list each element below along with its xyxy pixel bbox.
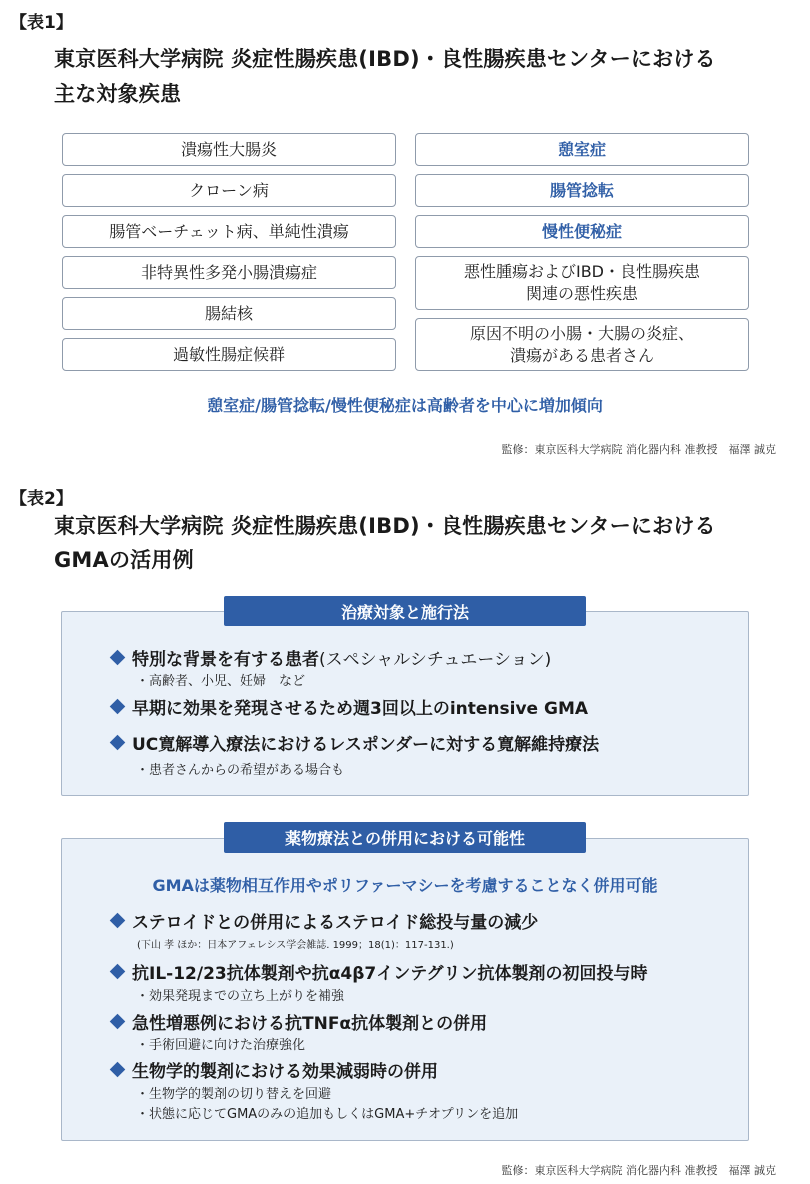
section2-bullet4-sub1: ・生物学的製剤の切り替えを回避	[136, 1087, 332, 1102]
section1-bullet2	[112, 694, 588, 719]
table1-tag: 【表1】	[10, 13, 73, 33]
cell-text: 慢性便秘症	[541, 221, 622, 241]
cell-text-line1: 原因不明の小腸・大腸の炎症、	[469, 323, 694, 343]
table1-title-line1: 東京医科大学病院 炎症性腸疾患(IBD)・良性腸疾患センターにおける	[54, 47, 716, 71]
disease-cell-highlight	[415, 133, 749, 166]
disease-cell-highlight	[415, 174, 749, 207]
bullet-text: ステロイドとの併用によるステロイド総投与量の減少	[132, 913, 539, 933]
diamond-bullet-icon	[110, 650, 126, 666]
section1-bullet1	[112, 645, 551, 670]
table2-title-line1: 東京医科大学病院 炎症性腸疾患(IBD)・良性腸疾患センターにおける	[54, 514, 716, 538]
table2-tag: 【表2】	[10, 489, 73, 509]
bullet-text-normal: (スペシャルシチュエーション)	[319, 650, 552, 670]
disease-cell: 非特異性多発小腸潰瘍症	[62, 256, 396, 289]
section2-bullet3	[112, 1009, 487, 1034]
section1-bullet1-sub: ・高齢者、小児、妊婦 など	[136, 674, 306, 689]
disease-cell: 潰瘍性大腸炎	[62, 133, 396, 166]
section2-bullet2	[112, 959, 648, 984]
bullet-text: UC寛解導入療法におけるレスポンダーに対する寛解維持療法	[132, 735, 600, 755]
bullet-text: 急性増悪例における抗TNFα抗体製剤との併用	[132, 1014, 488, 1034]
section1-bullet3	[112, 730, 599, 755]
diamond-bullet-icon	[110, 964, 126, 980]
section2-lead: GMAは薬物相互作用やポリファーマシーを考慮することなく併用可能	[152, 876, 658, 895]
bullet-text: 早期に効果を発現させるため週3回以上のintensive GMA	[132, 699, 589, 719]
section2-header: 薬物療法との併用における可能性	[224, 822, 586, 853]
diamond-bullet-icon	[110, 1014, 126, 1030]
diamond-bullet-icon	[110, 735, 126, 751]
disease-cell	[415, 256, 749, 310]
disease-cell: クローン病	[62, 174, 396, 207]
section2-bullet2-sub: ・効果発現までの立ち上がりを補強	[136, 989, 345, 1004]
table1-note: 憩室症/腸管捻転/慢性便秘症は高齢者を中心に増加傾向	[207, 396, 603, 415]
section2-bullet3-sub: ・手術回避に向けた治療強化	[136, 1038, 306, 1053]
table1-credit: 監修：東京医科大学病院 消化器内科 准教授 福澤 誠克	[501, 443, 776, 456]
cell-text-line1: 悪性腫瘍およびIBD・良性腸疾患	[463, 262, 701, 281]
bullet-text: 抗IL-12/23抗体製剤や抗α4β7インテグリン抗体製剤の初回投与時	[132, 964, 648, 984]
table1-title-line2: 主な対象疾患	[54, 82, 182, 106]
bullet-text: 生物学的製剤における効果減弱時の併用	[132, 1062, 438, 1082]
diamond-bullet-icon	[110, 913, 126, 929]
diamond-bullet-icon	[110, 699, 126, 715]
cell-text: 腸管捻転	[549, 180, 614, 200]
section2-bullet4	[112, 1057, 438, 1082]
section2-bullet4-sub2: ・状態に応じてGMAのみの追加もしくはGMA+チオプリンを追加	[136, 1107, 519, 1122]
table2-credit: 監修：東京医科大学病院 消化器内科 准教授 福澤 誠克	[501, 1164, 776, 1177]
section2-bullet1-reference: (下山 孝 ほか：日本アフェレシス学会雑誌. 1999；18(1)：117-131.)	[137, 940, 454, 951]
cell-text: 憩室症	[557, 139, 606, 159]
section1-header: 治療対象と施行法	[224, 596, 586, 626]
disease-cell-highlight	[415, 215, 749, 248]
disease-cell: 腸結核	[62, 297, 396, 330]
disease-cell	[415, 318, 749, 371]
cell-text-line2: 潰瘍がある患者さん	[509, 345, 654, 365]
diamond-bullet-icon	[110, 1062, 126, 1078]
section2-bullet1	[112, 908, 538, 933]
cell-text-line2: 関連の悪性疾患	[525, 284, 638, 303]
bullet-text: 特別な背景を有する患者	[132, 650, 319, 670]
disease-cell: 過敏性腸症候群	[62, 338, 396, 371]
section1-bullet3-sub: ・患者さんからの希望がある場合も	[136, 763, 345, 778]
disease-cell: 腸管ベーチェット病、単純性潰瘍	[62, 215, 396, 248]
table2-title-line2: GMAの活用例	[54, 548, 194, 572]
